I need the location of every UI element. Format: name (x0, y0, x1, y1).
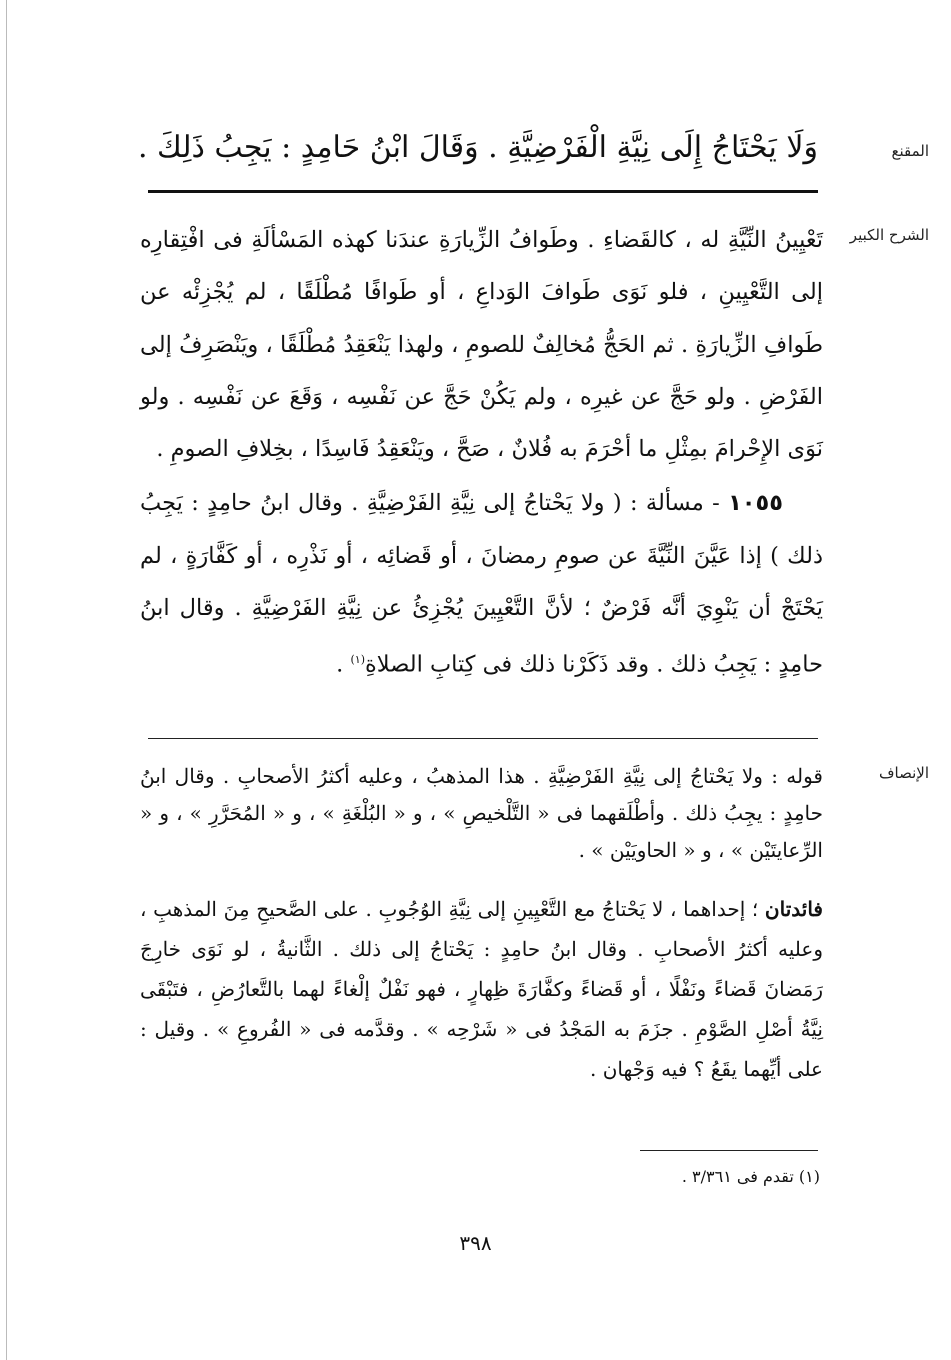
sharh-paragraph-2-end: . (336, 651, 351, 678)
label-muqni: المقنع (891, 142, 929, 160)
binding-edge-line (6, 0, 7, 1360)
sharh-paragraph-2 (140, 477, 823, 691)
insaf-paragraph-2-heading: فائدتان (764, 897, 823, 921)
page-number: ٣٩٨ (459, 1231, 492, 1255)
footnote-text: (١) تقدم فى ٣/٣٦١ . (681, 1167, 820, 1186)
muqni-section (137, 128, 818, 168)
sharh-section (140, 214, 823, 691)
label-insaf: الإنصاف (878, 764, 929, 782)
insaf-section (140, 758, 823, 1089)
footnote-divider (640, 1150, 818, 1151)
section-divider-thin (148, 738, 818, 739)
sharh-paragraph-1: تَعْيِينُ النِّيَّةِ له ، كالقَضاءِ . وطَوافُ الزِّيارَةِ عندَنا كهذه المَسْألَةِ فى افْتِقارِه إلى التَّعْيِينِ ، فلو نَوَى طَوافَ الوَداعِ ، أو طَوافًا مُطْلَقًا ، لم يُجْزِئْه عن طَوافِ الزِّيارَةِ . ثم الحَجُّ مُخالِفٌ للصومِ ، ولهذا يَنْعَقِدُ مُطْلَقًا ، ويَنْصَرِفُ إلى الفَرْضِ . ولو حَجَّ عن غيرِه ، ولم يَكُنْ حَجَّ عن نَفْسِه ، وَقَعَ عن نَفْسِه . ولو نَوَى الإِحْرامَ بمِثْلِ ما أحْرَمَ به فُلانٌ ، صَحَّ ، ويَنْعَقِدُ فَاسِدًا ، بخِلافِ الصومِ . (140, 227, 823, 463)
insaf-paragraph-2-text: ؛ إحداهما ، لا يَحْتاجُ مع التَّعْيِينِ إلى نِيَّةِ الوُجُوبِ . على الصَّحيحِ مِنَ المذهبِ ، وعليه أكثرُ الأصحابِ . وقال ابنُ حامِدٍ : يَحْتاجُ إلى ذلك . الثَّانيةُ ، لو نَوَى خارِجَ رَمَضانَ قَضاءً ونَفْلًا ، أو قَضاءً وكفَّارَةَ ظِهارٍ ، فهو نَفْلٌ إلْغاءً لهما بالتَّعارُضِ ، فتَبْقَى نِيَّةُ أصْلِ الصَّوْمِ . جزَمَ به المَجْدُ فى « شَرْحِه » . وقدَّمه فى « الفُروعِ » . وقيل : على أيِّهما يقَعُ ؟ فيه وَجْهان . (140, 897, 823, 1081)
label-sharh: الشرح الكبير (849, 226, 929, 244)
insaf-paragraph-2 (140, 889, 823, 1089)
footnote-marker: (١) (350, 653, 365, 667)
issue-number: ١٠٥٥ (728, 490, 783, 517)
insaf-paragraph-1: قوله : ولا يَحْتاجُ إلى نِيَّةِ الفَرْضِيَّةِ . هذا المذهبُ ، وعليه أكثرُ الأصحابِ . وقال ابنُ حامِدٍ : يجِبُ ذلك . وأطْلَقهما فى « التَّلْخيصِ » ، و « البُلْغَةِ » ، و « المُحَرَّرِ » ، و « الرِّعايتَيْن » ، و « الحاويَيْن » . (140, 764, 823, 862)
muqni-text: وَلَا يَحْتَاجُ إِلَى نِيَّةِ الْفَرْضِيَّةِ . وَقَالَ ابْنُ حَامِدٍ : يَجِبُ ذَلِكَ . (137, 130, 818, 165)
sharh-paragraph-2-text: - مسألة : ( ولا يَحْتاجُ إلى نِيَّةِ الفَرْضِيَّةِ . وقال ابنُ حامِدٍ : يَجِبُ ذلك ) إذا عَيَّنَ النِّيَّةَ عن صومِ رمضانَ ، أو قَضائِه ، أو نَذْرِه ، أو كَفَّارَةٍ ، لم يَحْتَجْ أن يَنْوِيَ أنَّه فَرْضٌ ؛ لأنَّ التَّعْيِينَ يُجْزِئُ عن نِيَّةِ الفَرْضِيَّةِ . وقال ابنُ حامِدٍ : يَجِبُ ذلك . وقد ذَكَرْنا ذلك فى كِتابِ الصلاةِ (140, 490, 823, 678)
section-divider-thick (148, 190, 818, 193)
